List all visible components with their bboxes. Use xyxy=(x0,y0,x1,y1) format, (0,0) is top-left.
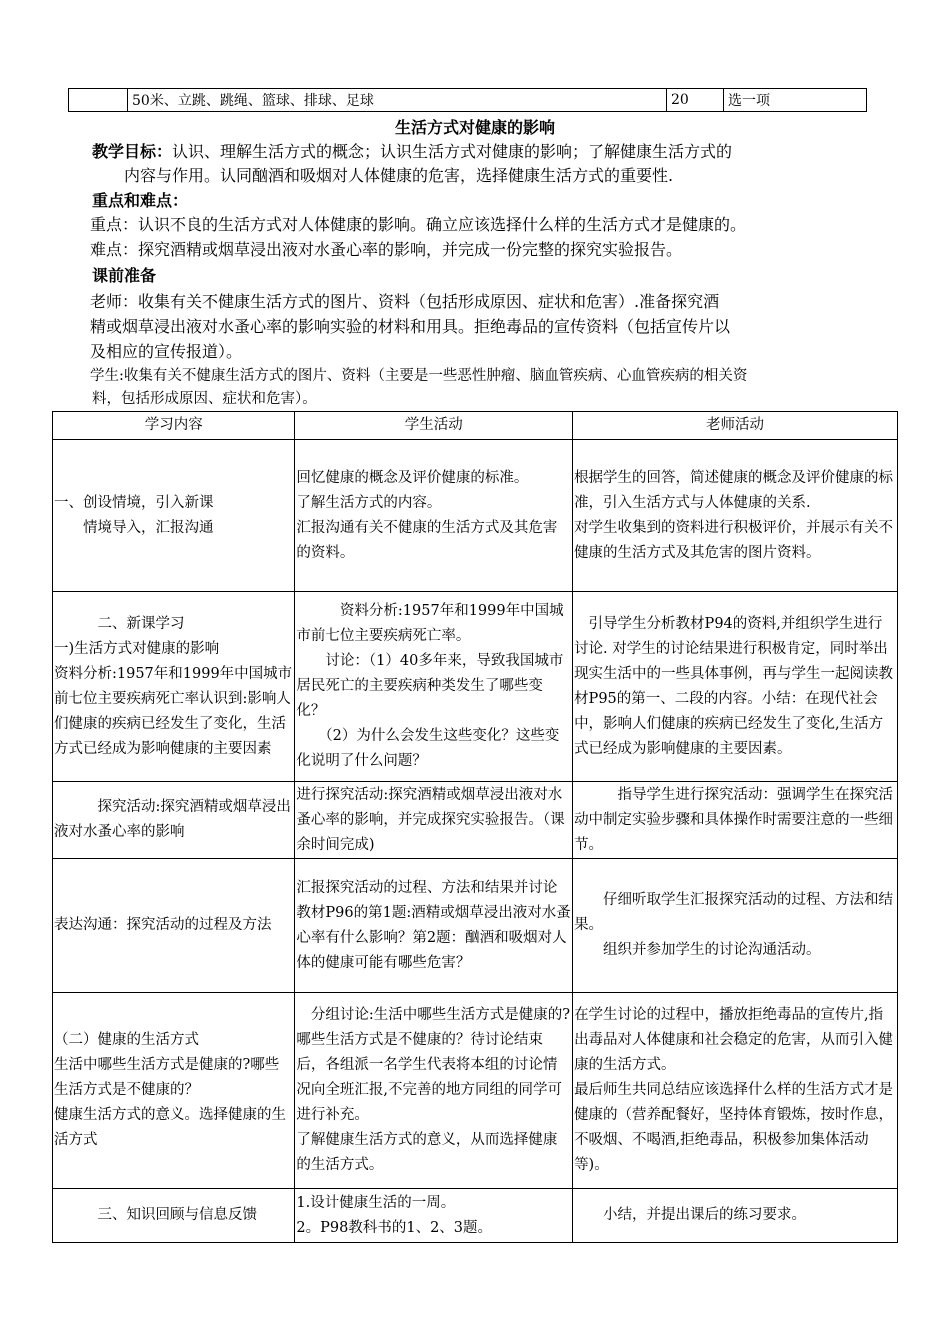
cell-line: （2）为什么会发生这些变化？这些变化说明了什么问题？ xyxy=(296,728,560,769)
teacher-prep-2: 精或烟草浸出液对水蚤心率的影响实验的材料和用具。拒绝毒品的宣传资料（包括宣传片以 xyxy=(90,317,731,336)
cell-line: 小结，并提出课后的练习要求。 xyxy=(574,1207,807,1223)
goal-line-2: 内容与作用。认同酗酒和吸烟对人体健康的危害，选择健康生活方式的重要性. xyxy=(124,166,674,185)
cell-line: 一、创设情境，引入新课 xyxy=(54,494,214,511)
cell-line: 了解健康生活方式的意义，从而选择健康的生活方式。 xyxy=(296,1132,558,1173)
cell-line: 了解生活方式的内容。 xyxy=(296,494,442,511)
cell-line: 对学生收集到的资料进行积极评价，并展示有关不健康的生活方式及其危害的图片资料。 xyxy=(574,519,894,561)
teacher-cell xyxy=(573,782,898,859)
cell-line: 表达沟通：探究活动的过程及方法 xyxy=(54,917,272,933)
cell-line: 回忆健康的概念及评价健康的标准。 xyxy=(296,469,529,486)
teacher-cell xyxy=(573,993,898,1189)
table-row xyxy=(53,782,898,859)
difficulty: 难点：探究酒精或烟草浸出液对水蚤心率的影响，并完成一份完整的探究实验报告。 xyxy=(90,240,683,259)
cell-line: 一)生活方式对健康的影响 xyxy=(54,640,220,657)
cell-line: 健康生活方式的意义。选择健康的生活方式 xyxy=(54,1107,286,1148)
header-content: 学习内容 xyxy=(53,412,295,440)
cell-line: 分组讨论:生活中哪些生活方式是健康的?哪些生活方式是不健康的？待讨论结束后，各组派一名学生代表将本组的讨论情况向全班汇报,不完善的地方同组的同学可进行补充。 xyxy=(296,1007,571,1123)
teacher-cell xyxy=(573,440,898,592)
cell-line: 讨论：（1）40多年来，导致我国城市居民死亡的主要疾病种类发生了哪些变化？ xyxy=(296,653,564,719)
cell-line: 探究活动:探究酒精或烟草浸出液对水蚤心率的影响 xyxy=(54,799,291,840)
teacher-cell xyxy=(573,859,898,993)
cell-line: 汇报探究活动的过程、方法和结果并讨论教材P96的第1题:酒精或烟草浸出液对水蚤心率有什么影响？第2题：酗酒和吸烟对人体的健康可能有哪些危害？ xyxy=(296,879,571,971)
student-cell xyxy=(295,993,573,1189)
table-row xyxy=(53,440,898,592)
teacher-cell xyxy=(573,592,898,782)
student-prep-1: 学生:收集有关不健康生活方式的图片、资料（主要是一些恶性肿瘤、脑血管疾病、心血管疾病的相关资 xyxy=(90,368,748,384)
cell-line: 最后师生共同总结应该选择什么样的生活方式才是健康的（营养配餐好，坚持体育锻炼，按时作息，不吸烟、不喝酒,拒绝毒品，积极参加集体活动等)。 xyxy=(574,1082,894,1173)
table-row xyxy=(53,1189,898,1243)
content-cell xyxy=(53,859,295,993)
teacher-cell xyxy=(573,1189,898,1243)
student-cell xyxy=(295,1189,573,1243)
student-cell xyxy=(295,782,573,859)
cell-line: 二、新课学习 xyxy=(54,615,185,632)
score-cell: 20 xyxy=(667,89,724,112)
content-cell xyxy=(53,993,295,1189)
cell-line: 生活中哪些生活方式是健康的?哪些生活方式是不健康的？ xyxy=(54,1057,280,1098)
table-row xyxy=(53,859,898,993)
key-point: 重点：认识不良的生活方式对人体健康的影响。确立应该选择什么样的生活方式才是健康的。 xyxy=(90,215,747,234)
table-header-row xyxy=(53,412,898,440)
cell-line: 情境导入，汇报沟通 xyxy=(54,519,214,536)
student-cell xyxy=(295,592,573,782)
content-cell xyxy=(53,440,295,592)
cell-line: 进行探究活动:探究酒精或烟草浸出液对水蚤心率的影响，并完成探究实验报告。（课余时间完成) xyxy=(296,786,565,853)
goal-label: 教学目标： xyxy=(92,142,173,161)
cell-line: 2。P98教科书的1、2、3题。 xyxy=(296,1219,493,1236)
table-row xyxy=(53,993,898,1189)
student-prep-2: 料，包括形成原因、症状和危害）。 xyxy=(92,391,317,407)
cell-line: 资料分析:1957年和1999年中国城市前七位主要疾病死亡率。 xyxy=(296,603,564,644)
header-student: 学生活动 xyxy=(295,412,573,440)
content-cell xyxy=(53,592,295,782)
key-heading: 重点和难点： xyxy=(92,191,189,210)
cell-line: （二）健康的生活方式 xyxy=(54,1032,199,1048)
cell-line: 资料分析:1957年和1999年中国城市前七位主要疾病死亡率认识到:影响人们健康的疾病已经发生了变化，生活方式已经成为影响健康的主要因素 xyxy=(54,665,293,757)
cell-line: 根据学生的回答，简述健康的概念及评价健康的标准，引入生活方式与人体健康的关系. xyxy=(574,469,894,511)
cell-line: 指导学生进行探究活动：强调学生在探究活动中制定实验步骤和具体操作时需要注意的一些细节。 xyxy=(574,786,894,853)
student-cell xyxy=(295,859,573,993)
content-cell xyxy=(53,1189,295,1243)
goal-text-1: 认识、理解生活方式的概念；认识生活方式对健康的影响；了解健康生活方式的 xyxy=(172,142,733,161)
page-title: 生活方式对健康的影响 xyxy=(394,118,555,137)
top-table xyxy=(68,88,867,112)
sport-items-cell: 50米、立跳、跳绳、篮球、排球、足球 xyxy=(128,89,667,112)
cell-line: 组织并参加学生的讨论沟通活动。 xyxy=(574,942,821,958)
cell-line: 仔细听取学生汇报探究活动的过程、方法和结果。 xyxy=(574,892,894,933)
table-row xyxy=(53,592,898,782)
cell-line: 引导学生分析教材P94的资料,并组织学生进行讨论. 对学生的讨论结果进行积极肯定，同时举出现实生活中的一些具体事例，再与学生一起阅读教材P95的第一、二段的内容。小结：在现代社会中，影响人们健康的疾病已经发生了变化,生活方式已经成为影响健康的主要因素。 xyxy=(574,615,894,757)
teacher-prep-1: 老师：收集有关不健康生活方式的图片、资料（包括形成原因、症状和危害）.准备探究酒 xyxy=(90,292,720,311)
lesson-table xyxy=(52,411,898,1243)
top-cell-blank xyxy=(69,89,128,112)
teacher-prep-3: 及相应的宣传报道）。 xyxy=(90,342,243,361)
cell-line: 1.设计健康生活的一周。 xyxy=(296,1194,456,1211)
student-cell xyxy=(295,440,573,592)
prep-heading: 课前准备 xyxy=(92,266,157,285)
cell-line: 三、知识回顾与信息反馈 xyxy=(54,1207,257,1223)
goal-line-1 xyxy=(92,139,732,164)
cell-line: 汇报沟通有关不健康的生活方式及其危害的资料。 xyxy=(296,519,558,561)
table-row xyxy=(69,89,867,112)
content-cell xyxy=(53,782,295,859)
header-teacher: 老师活动 xyxy=(573,412,898,440)
cell-line: 在学生讨论的过程中，播放拒绝毒品的宣传片,指出毒品对人体健康和社会稳定的危害，从而引入健康的生活方式。 xyxy=(574,1007,894,1073)
note-cell: 选一项 xyxy=(724,89,867,112)
